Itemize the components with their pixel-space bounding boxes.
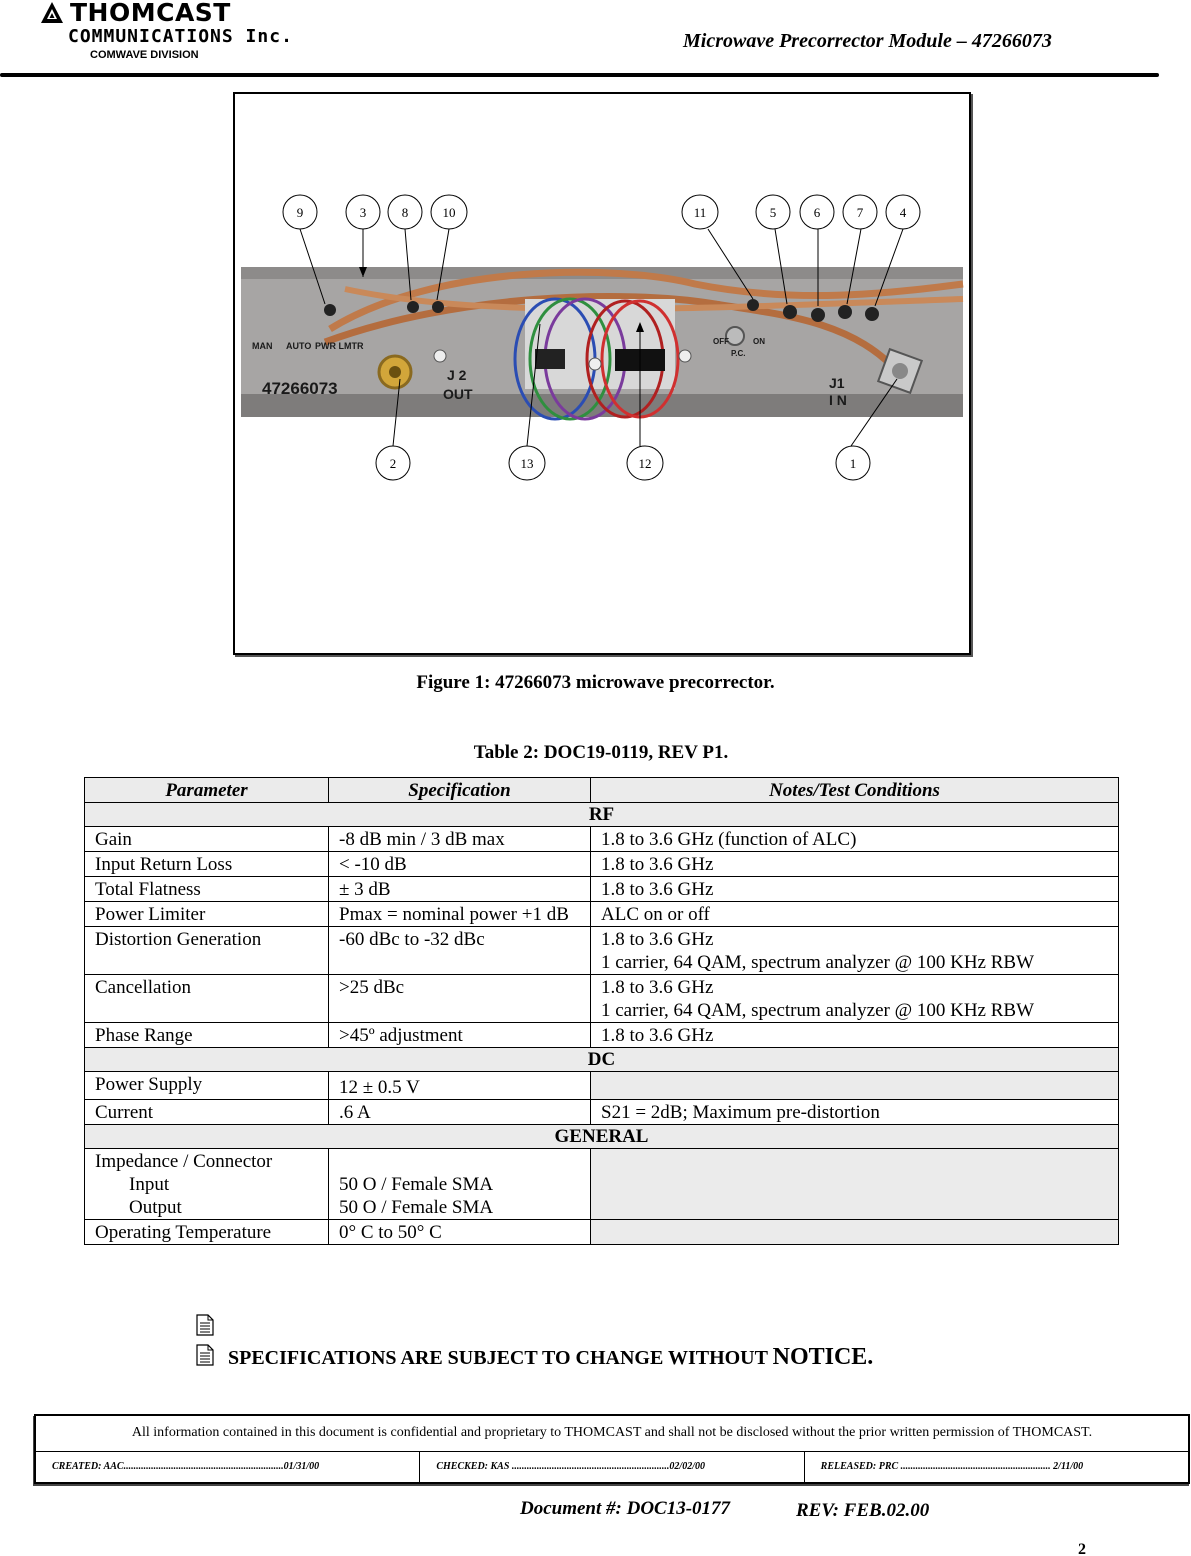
input-label: Input xyxy=(129,1174,170,1195)
svg-text:5: 5 xyxy=(769,205,777,220)
param-cell xyxy=(85,1149,329,1220)
callout-2 xyxy=(376,446,410,480)
callout-12 xyxy=(627,446,663,480)
table-row xyxy=(85,1149,1119,1220)
notes-cell: 1.8 to 3.6 GHz (function of ALC) xyxy=(591,827,1119,852)
param-cell: Cancellation xyxy=(85,975,329,1023)
label-off: OFF xyxy=(713,337,729,346)
callout-9 xyxy=(283,195,317,229)
notes-line: 1.8 to 3.6 GHz xyxy=(601,977,714,998)
header-divider xyxy=(0,73,1159,77)
note-icon xyxy=(196,1314,214,1336)
spec-cell: .6 A xyxy=(329,1100,591,1125)
callout-1 xyxy=(836,446,870,480)
specifications-notice xyxy=(228,1344,873,1371)
company-name: THOMCAST xyxy=(70,0,231,27)
precorrector-photo xyxy=(235,94,969,653)
company-subtitle: COMMUNICATIONS Inc. xyxy=(68,26,293,47)
label-part-number: 47266073 xyxy=(262,379,338,398)
table-title: Table 2: DOC19-0119, REV P1. xyxy=(473,742,729,763)
notes-cell xyxy=(591,1072,1119,1100)
notes-cell xyxy=(591,927,1119,975)
svg-text:12: 12 xyxy=(638,456,652,471)
output-spec: 50 O / Female SMA xyxy=(339,1197,494,1218)
document-number: Document #: DOC13-0177 xyxy=(520,1498,731,1519)
notes-cell: 1.8 to 3.6 GHz xyxy=(591,877,1119,902)
thomcast-logo-icon xyxy=(40,1,64,25)
spec-cell: -60 dBc to -32 dBc xyxy=(329,927,591,975)
company-logo xyxy=(40,0,340,66)
section-dc: DC xyxy=(85,1048,1119,1072)
table-row xyxy=(85,852,1119,877)
callout-6 xyxy=(800,195,834,229)
notes-line: 1 carrier, 64 QAM, spectrum analyzer @ 100 KHz RBW xyxy=(601,1000,1035,1021)
notes-cell: 1.8 to 3.6 GHz xyxy=(591,852,1119,877)
spec-cell: -8 dB min / 3 dB max xyxy=(329,827,591,852)
notes-line: 1.8 to 3.6 GHz xyxy=(601,929,714,950)
table-row xyxy=(85,877,1119,902)
param-cell: Current xyxy=(85,1100,329,1125)
header-specification: Specification xyxy=(329,778,591,803)
label-in: I N xyxy=(829,392,847,408)
svg-text:3: 3 xyxy=(359,205,367,220)
param-cell: Phase Range xyxy=(85,1023,329,1048)
document-title: Microwave Precorrector Module – 47266073 xyxy=(683,30,1052,52)
svg-text:6: 6 xyxy=(813,205,821,220)
table-row xyxy=(85,927,1119,975)
callout-3 xyxy=(346,195,380,229)
notes-cell: S21 = 2dB; Maximum pre-distortion xyxy=(591,1100,1119,1125)
checked-cell: CHECKED: KAS ...............................................................02/02/00 xyxy=(419,1452,803,1482)
label-j2: J 2 xyxy=(447,367,467,383)
notes-cell: ALC on or off xyxy=(591,902,1119,927)
notes-cell xyxy=(591,1149,1119,1220)
header-parameter: Parameter xyxy=(85,778,329,803)
footer-box xyxy=(34,1414,1190,1484)
param-cell: Distortion Generation xyxy=(85,927,329,975)
param-cell: Power Limiter xyxy=(85,902,329,927)
note-icon xyxy=(196,1344,214,1366)
table-row xyxy=(85,1220,1119,1245)
table-row xyxy=(85,827,1119,852)
figure-caption: Figure 1: 47266073 microwave precorrector. xyxy=(416,672,775,693)
svg-text:9: 9 xyxy=(296,205,304,220)
callout-4 xyxy=(886,195,920,229)
label-man: MAN xyxy=(252,341,273,351)
spec-cell: >25 dBc xyxy=(329,975,591,1023)
svg-text:1: 1 xyxy=(849,456,857,471)
callout-5 xyxy=(756,195,790,229)
callout-13 xyxy=(509,446,545,480)
svg-text:10: 10 xyxy=(442,205,456,220)
callout-11 xyxy=(682,195,718,229)
spec-cell: 12 ± 0.5 V xyxy=(329,1072,591,1100)
param-cell: Input Return Loss xyxy=(85,852,329,877)
revision: REV: FEB.02.00 xyxy=(796,1500,930,1521)
released-cell: RELEASED: PRC ............................................................ 2/11/00 xyxy=(804,1452,1188,1482)
section-general: GENERAL xyxy=(85,1125,1119,1149)
label-auto: AUTO xyxy=(286,341,312,351)
svg-text:4: 4 xyxy=(899,205,907,220)
figure-frame xyxy=(233,92,971,655)
page-number: 2 xyxy=(1078,1541,1086,1556)
created-cell: CREATED: AAC................................................................01/31/00 xyxy=(52,1461,320,1472)
param-cell: Power Supply xyxy=(85,1072,329,1100)
signoff-row xyxy=(36,1452,1188,1482)
spec-cell: >45º adjustment xyxy=(329,1023,591,1048)
table-header-row xyxy=(85,778,1119,803)
param-cell: Operating Temperature xyxy=(85,1220,329,1245)
division-name: COMWAVE DIVISION xyxy=(90,49,199,61)
callout-7 xyxy=(843,195,877,229)
table-row xyxy=(85,1072,1119,1100)
svg-text:11: 11 xyxy=(693,205,707,220)
notes-cell: 1.8 to 3.6 GHz xyxy=(591,1023,1119,1048)
confidentiality-notice: All information contained in this document is confidential and proprietary to THOMCAST and shall not be disclosed without the prior written permission of THOMCAST. xyxy=(36,1416,1188,1452)
param-cell: Gain xyxy=(85,827,329,852)
label-pwr-lmtr: PWR LMTR xyxy=(315,341,364,351)
label-out: OUT xyxy=(443,386,473,402)
param-cell: Total Flatness xyxy=(85,877,329,902)
callout-8 xyxy=(388,195,422,229)
spec-cell: < -10 dB xyxy=(329,852,591,877)
notice-text: SPECIFICATIONS ARE SUBJECT TO CHANGE WITHOUT xyxy=(228,1347,773,1369)
header-notes: Notes/Test Conditions xyxy=(591,778,1119,803)
svg-text:2: 2 xyxy=(389,456,397,471)
table-row xyxy=(85,1023,1119,1048)
output-label: Output xyxy=(129,1197,182,1218)
table-row xyxy=(85,975,1119,1023)
notice-emphasis: NOTICE. xyxy=(772,1344,874,1370)
svg-text:8: 8 xyxy=(401,205,409,220)
impedance-label: Impedance / Connector xyxy=(95,1151,273,1172)
table-row xyxy=(85,902,1119,927)
specification-table xyxy=(84,777,1119,1245)
label-pc: P.C. xyxy=(731,349,746,358)
input-spec: 50 O / Female SMA xyxy=(339,1174,494,1195)
spec-cell: ± 3 dB xyxy=(329,877,591,902)
table-row xyxy=(85,1100,1119,1125)
svg-text:7: 7 xyxy=(856,205,864,220)
spec-cell: Pmax = nominal power +1 dB xyxy=(329,902,591,927)
svg-text:13: 13 xyxy=(520,456,534,471)
callout-10 xyxy=(431,195,467,229)
spec-cell xyxy=(329,1149,591,1220)
label-j1: J1 xyxy=(829,375,845,391)
notes-cell xyxy=(591,975,1119,1023)
notes-cell xyxy=(591,1220,1119,1245)
spec-cell: 0° C to 50° C xyxy=(329,1220,591,1245)
section-rf: RF xyxy=(85,803,1119,827)
label-on: ON xyxy=(753,337,765,346)
notes-line: 1 carrier, 64 QAM, spectrum analyzer @ 100 KHz RBW xyxy=(601,952,1035,973)
